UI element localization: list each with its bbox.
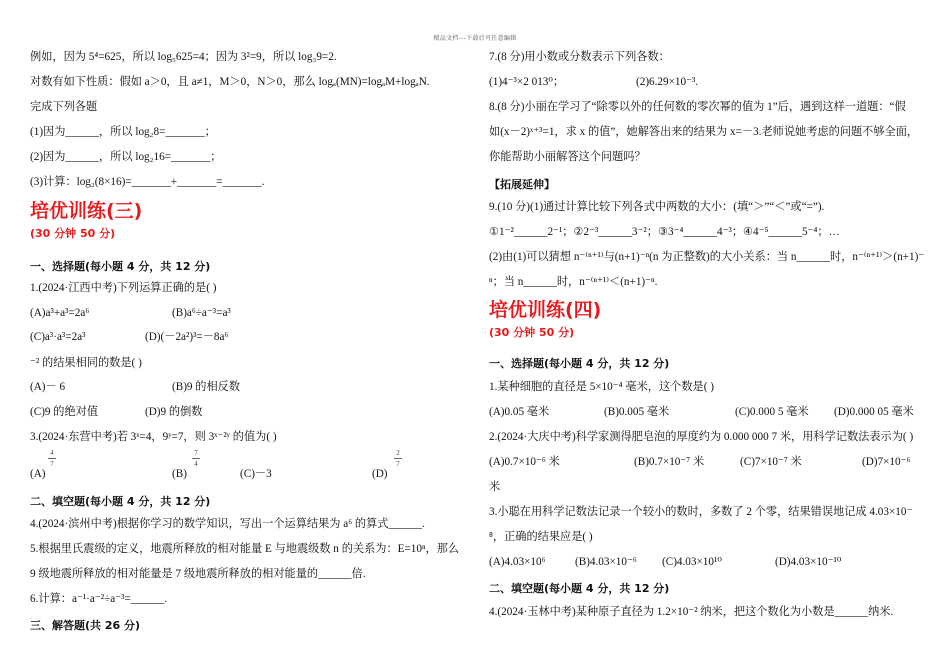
section-heading: 一、选择题(每小题 4 分，共 12 分)	[489, 357, 670, 370]
question-9a: ①1⁻²______2⁻¹；②2⁻³______3⁻²；③3⁻⁴______4⁻³；④4⁻⁵______5⁻⁴；…	[489, 226, 840, 238]
option-b: (B)0.7×10⁻⁷ 米	[634, 456, 705, 468]
option-c: (C)4.03×10¹⁰	[662, 556, 722, 568]
option-a: (A)－ 6	[30, 381, 66, 393]
option-a: (A)	[30, 468, 46, 480]
section-title: 培优训练(三)	[30, 200, 143, 222]
question-3: 3.(2024·东营中考)若 3ˣ=4，9ʸ=7，则 3ˣ⁻²ʸ 的值为( )	[30, 431, 277, 443]
section-heading: 二、填空题(每小题 4 分，共 12 分)	[30, 495, 211, 508]
fraction: 4 7	[48, 449, 56, 468]
question-9b-cont: ⁿ；当 n______时，n⁻⁽ⁿ⁺¹⁾＜(n+1)⁻ⁿ.	[489, 276, 658, 288]
option-b: (B)	[172, 468, 187, 480]
option-a: (A)0.7×10⁻⁶ 米	[489, 456, 560, 468]
r-question-2: 2.(2024·大庆中考)科学家测得肥皂泡的厚度约为 0.000 000 7 米，用科学记数法表示为( )	[489, 431, 914, 443]
time-score: (30 分钟 50 分)	[30, 227, 116, 240]
question-8-cont2: 你能帮助小丽解答这个问题吗？	[489, 151, 646, 163]
extension-heading: 【拓展延伸】	[489, 178, 555, 191]
question-2: ⁻² 的结果相同的数是( )	[30, 357, 142, 369]
section-heading: 二、填空题(每小题 4 分，共 12 分)	[489, 582, 670, 595]
section-heading: 一、选择题(每小题 4 分，共 12 分)	[30, 260, 211, 273]
option-a: (A)a³+a³=2a⁶	[30, 307, 90, 319]
time-score: (30 分钟 50 分)	[489, 326, 575, 339]
option-a: (A)4.03×10⁶	[489, 556, 546, 568]
option-b: (B)a⁶÷a⁻³=a³	[172, 307, 231, 319]
instruction: 完成下列各题	[30, 101, 98, 113]
section-heading: 三、解答题(共 26 分)	[30, 619, 141, 632]
question-8-cont: 如(x－2)ˣ⁺³=1，求 x 的值”，她解答出来的结果为 x=－3.老师说她考虑的问题不够全面，	[489, 126, 919, 138]
option-d: (D)	[372, 468, 388, 480]
question-7: 7.(8 分)用小数或分数表示下列各数：	[489, 51, 670, 63]
log-property: 对数有如下性质：假如 a＞0，且 a≠1，M＞0，N＞0，那么 logₐ(MN)=logₐM+logₐN.	[30, 76, 430, 88]
question-5-cont: 9 级地震所释放的相对能量是 7 级地震所释放的相对能量的______倍.	[30, 568, 366, 580]
option-c: (C)a³·a³=2a³	[30, 331, 86, 343]
option-d: (D)4.03×10⁻¹⁰	[775, 556, 842, 568]
exercise-3: (3)计算：log₂(8×16)=_______+_______=_______.	[30, 176, 265, 188]
r-question-3-cont: ⁸，正确的结果应是( )	[489, 531, 593, 543]
exercise-1: (1)因为______，所以 log₂8=_______；	[30, 126, 216, 138]
intro-example: 例如，因为 5⁴=625，所以 log₅625=4；因为 3²=9，所以 log₃9=2.	[30, 51, 337, 63]
exercise-2: (2)因为______，所以 log₂16=_______；	[30, 151, 222, 163]
question-1: 1.(2024·江西中考)下列运算正确的是( )	[30, 282, 217, 294]
option-c: (C)9 的绝对值	[30, 406, 99, 418]
option-c: (C)7×10⁻⁷ 米	[740, 456, 802, 468]
question-9b: (2)由(1)可以猜想 n⁻⁽ⁿ⁺¹⁾与(n+1)⁻ⁿ(n 为正整数)的大小关系：当 n______时，n⁻⁽ⁿ⁺¹⁾＞(n+1)⁻	[489, 251, 925, 263]
question-7a: (1)4⁻³×2 013⁰；	[489, 76, 565, 88]
page-header: 精品文档---下载后可任意编辑	[433, 35, 517, 42]
option-d: (D)0.000 05 毫米	[834, 406, 914, 418]
r-question-4: 4.(2024·玉林中考)某种原子直径为 1.2×10⁻² 纳米，把这个数化为小数是______纳米.	[489, 606, 894, 618]
r-question-3: 3.小聪在用科学记数法记录一个较小的数时，多数了 2 个零，结果错误地记成 4.03×10⁻	[489, 506, 913, 518]
r-question-1: 1.某种细胞的直径是 5×10⁻⁴ 毫米，这个数是( )	[489, 381, 714, 393]
option-b: (B)9 的相反数	[172, 381, 241, 393]
question-7b: (2)6.29×10⁻³.	[636, 76, 699, 88]
section-title: 培优训练(四)	[489, 299, 602, 321]
question-9: 9.(10 分)(1)通过计算比较下列各式中两数的大小：(填“＞”“＜”或“=”).	[489, 201, 825, 213]
option-d: (D)9 的倒数	[145, 406, 203, 418]
fraction: 7 4	[192, 449, 200, 468]
option-d: (D)(－2a²)³=－8a⁶	[145, 331, 229, 343]
option-b: (B)0.005 毫米	[604, 406, 670, 418]
question-4: 4.(2024·滨州中考)根据你学习的数学知识，写出一个运算结果为 a⁶ 的算式______.	[30, 518, 425, 530]
question-5: 5.根据里氏震级的定义，地震所释放的相对能量 E 与地震级数 n 的关系为：E=10ⁿ，那么	[30, 543, 460, 555]
option-b: (B)4.03×10⁻⁶	[575, 556, 637, 568]
option-c: (C)0.000 5 毫米	[735, 406, 809, 418]
option-a: (A)0.05 毫米	[489, 406, 550, 418]
question-6: 6.计算：a⁻¹·a⁻²÷a⁻³=______.	[30, 593, 168, 605]
option-c: (C)－3	[240, 468, 272, 480]
question-8: 8.(8 分)小丽在学习了“除零以外的任何数的零次幂的值为 1”后，遇到这样一道题：“假	[489, 101, 906, 113]
option-d-unit: 米	[489, 481, 501, 493]
fraction: 2 7	[394, 449, 402, 468]
option-d: (D)7×10⁻⁶	[862, 456, 911, 468]
